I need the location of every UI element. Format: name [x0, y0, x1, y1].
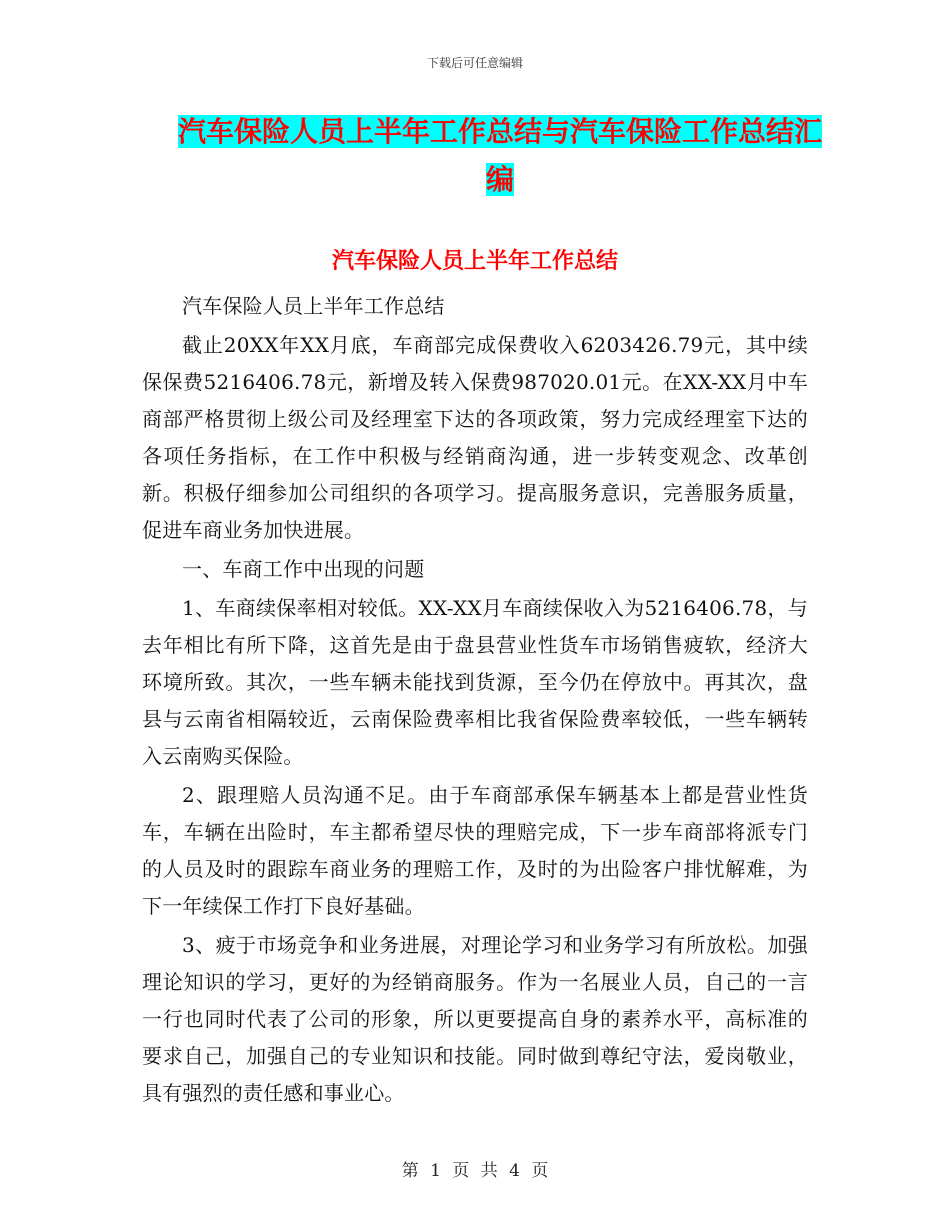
document-title-line-1: 汽车保险人员上半年工作总结与汽车保险工作总结汇	[177, 115, 822, 148]
paragraph-heading-problems: 一、车商工作中出现的问题	[182, 557, 425, 581]
paragraph-problem-1: 1、车商续保率相对较低。XX-XX月车商续保收入为5216406.78，与去年相比有所下降，这首先是由于盘县营业性货车市场销售疲软，经济大环境所致。其次，一些车辆未能找到货源，至今仍在停放中。再其次，盘县与云南省相隔较近，云南保险费率相比我省保险费率较低，一些车辆转入云南购买保险。	[142, 596, 808, 768]
paragraph-intro: 截止20XX年XX月底，车商部完成保费收入6203426.79元，其中续保保费5216406.78元，新增及转入保费987020.01元。在XX-XX月中车商部严格贯彻上级公司及经理室下达的各项政策，努力完成经理室下达的各项任务指标，在工作中积极与经销商沟通，进一步转变观念、改革创新。积极仔细参加公司组织的各项学习。提高服务意识，完善服务质量，促进车商业务加快进展。	[142, 333, 808, 542]
document-title-line-2: 编	[485, 163, 514, 196]
document-body	[142, 288, 808, 1114]
document-title	[150, 108, 850, 204]
section-title: 汽车保险人员上半年工作总结	[331, 249, 618, 274]
paragraph-problem-2: 2、跟理赔人员沟通不足。由于车商部承保车辆基本上都是营业性货车，车辆在出险时，车主都希望尽快的理赔完成，下一步车商部将派专门的人员及时的跟踪车商业务的理赔工作，及时的为出险客户排忧解难，为下一年续保工作打下良好基础。	[142, 783, 808, 918]
page-number: 第 1 页 共 4 页	[401, 1161, 549, 1181]
paragraph-subtitle: 汽车保险人员上半年工作总结	[182, 294, 445, 318]
header-note: 下载后可任意编辑	[426, 56, 523, 70]
paragraph-problem-3: 3、疲于市场竞争和业务进展，对理论学习和业务学习有所放松。加强理论知识的学习，更好的为经销商服务。作为一名展业人员，自己的一言一行也同时代表了公司的形象，所以更要提高自身的素养水平，高标准的要求自己，加强自己的专业知识和技能。同时做到尊纪守法，爱岗敬业，具有强烈的责任感和事业心。	[142, 933, 808, 1105]
